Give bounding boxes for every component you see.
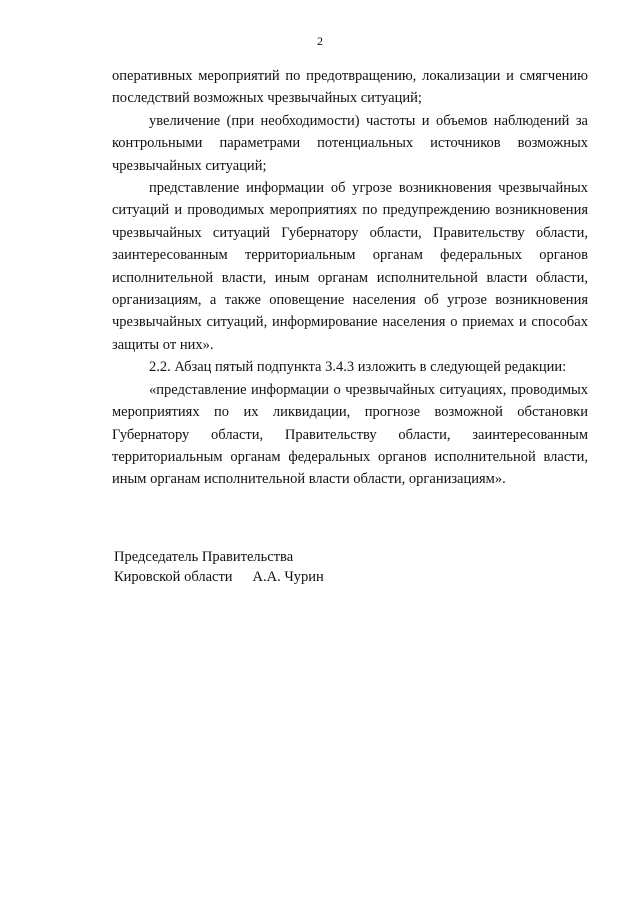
- document-body: [112, 65, 588, 491]
- signature-name: А.А. Чурин: [252, 569, 324, 585]
- paragraph-continuation: оперативных мероприятий по предотвращению, локализации и смягчению последствий возможных чрезвычайных ситуаций;: [112, 68, 588, 107]
- signature-title: Председатель Правительства: [114, 549, 294, 565]
- signature-block: [114, 547, 324, 587]
- paragraph-amendment-2-2: 2.2. Абзац пятый подпункта 3.4.3 изложить в следующей редакции:: [149, 359, 567, 376]
- paragraph-monitoring: увеличение (при необходимости) частоты и объемов наблюдений за контрольными параметрами потенциальных источников возможных чрезвычайных ситуаций;: [112, 112, 588, 174]
- signature-region-line: [114, 567, 324, 587]
- signature-region: Кировской области: [114, 569, 233, 585]
- paragraph-information-threat: представление информации об угрозе возникновения чрезвычайных ситуаций и проводимых мероприятиях по предупреждению возникновения чрезвычайных ситуаций Губернатору области, Правительству области, заинтересованным территориальным органам федеральных органов исполнительной власти, иным органам исполнительной власти области, организациям, а также оповещение населения об угрозе возникновения чрезвычайных ситуаций, информирование населения о приемах и способах защиты от них».: [112, 180, 588, 353]
- paragraph-quoted-text: «представление информации о чрезвычайных ситуациях, проводимых мероприятиях по их ликвидации, прогнозе возможной обстановки Губернатору области, Правительству области, заинтересованным территориальным органам федеральных органов исполнительной власти, иным органам исполнительной власти области, организациям».: [112, 381, 588, 488]
- page-number: 2: [317, 34, 323, 48]
